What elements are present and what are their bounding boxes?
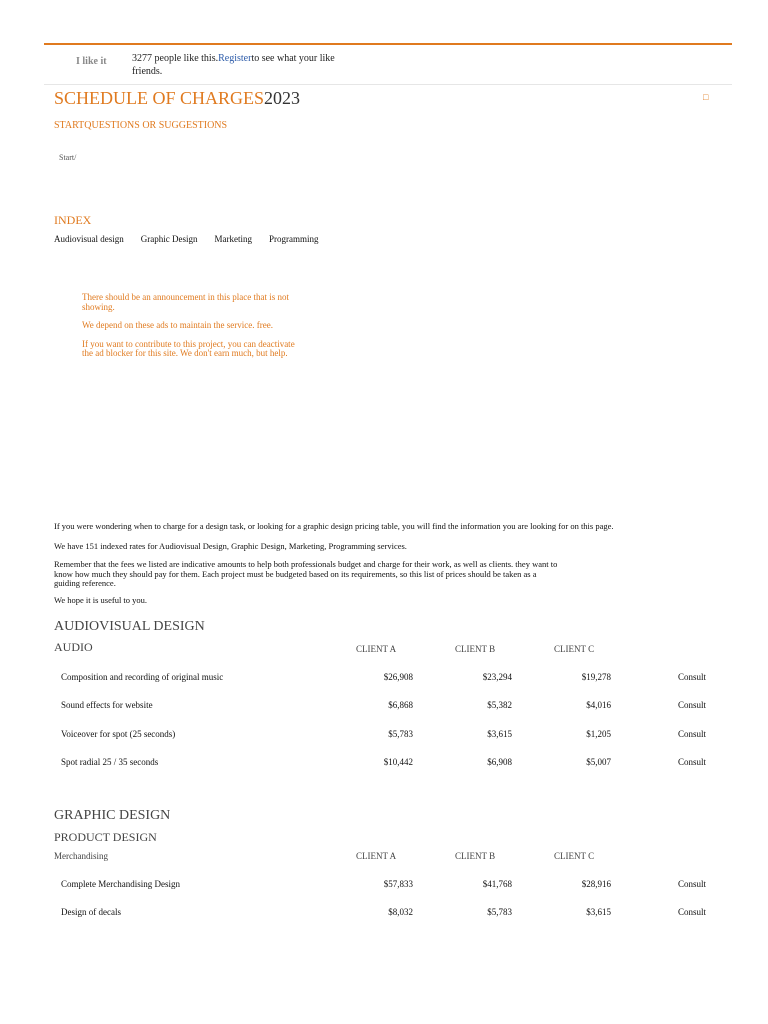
section-audiovisual-title: AUDIOVISUAL DESIGN bbox=[54, 619, 205, 634]
row-price-b: $5,382 bbox=[487, 700, 512, 710]
top-nav bbox=[54, 120, 227, 131]
breadcrumb[interactable]: Start/ bbox=[59, 153, 77, 162]
col-client-b: CLIENT B bbox=[455, 851, 496, 861]
consult-link[interactable]: Consult bbox=[678, 672, 707, 682]
row-price-a: $10,442 bbox=[383, 757, 413, 767]
row-service: Composition and recording of original music bbox=[61, 672, 224, 682]
row-price-a: $57,833 bbox=[383, 879, 413, 889]
consult-link[interactable]: Consult bbox=[678, 757, 707, 767]
row-price-a: $6,868 bbox=[388, 700, 413, 710]
index-links bbox=[54, 234, 318, 244]
table-row bbox=[54, 879, 724, 895]
section-product-subtitle: PRODUCT DESIGN bbox=[54, 830, 157, 844]
row-price-a: $5,783 bbox=[388, 729, 413, 739]
section-merch-subtitle: Merchandising bbox=[54, 851, 108, 861]
intro-p4: We hope it is useful to you. bbox=[54, 595, 148, 605]
top-accent-bar bbox=[44, 43, 732, 45]
table-row bbox=[54, 907, 724, 923]
consult-link[interactable]: Consult bbox=[678, 907, 707, 917]
row-price-c: $19,278 bbox=[581, 672, 611, 682]
row-price-c: $1,205 bbox=[586, 729, 611, 739]
row-price-a: $26,908 bbox=[383, 672, 413, 682]
row-price-b: $5,783 bbox=[487, 907, 512, 917]
row-service: Design of decals bbox=[61, 907, 121, 917]
register-link[interactable]: Register bbox=[218, 53, 252, 64]
row-price-c: $5,007 bbox=[586, 757, 611, 767]
table-row bbox=[54, 672, 724, 688]
col-client-c: CLIENT C bbox=[554, 851, 595, 861]
row-service: Sound effects for website bbox=[61, 700, 153, 710]
like-button[interactable]: I like it bbox=[76, 56, 107, 67]
row-price-c: $4,016 bbox=[586, 700, 611, 710]
row-price-c: $28,916 bbox=[581, 879, 611, 889]
nav-start[interactable]: START bbox=[54, 120, 85, 131]
section-audio-subtitle: AUDIO bbox=[54, 640, 93, 654]
nav-questions[interactable]: QUESTIONS OR SUGGESTIONS bbox=[84, 120, 228, 131]
row-service: Spot radial 25 / 35 seconds bbox=[61, 757, 159, 767]
notice-p1: There should be an announcement in this place that is not showing. bbox=[82, 292, 289, 312]
col-client-b: CLIENT B bbox=[455, 644, 496, 654]
like-text bbox=[132, 52, 352, 78]
col-client-a: CLIENT A bbox=[356, 851, 397, 861]
notice-p3: If you want to contribute to this project, you can deactivate the ad blocker for this site. We don't earn much, but help. bbox=[82, 338, 295, 358]
intro-p1: If you were wondering when to charge for a design task, or looking for a graphic design pricing table, you will find the information you are looking for on this page. bbox=[54, 521, 614, 531]
index-link-graphic[interactable]: Graphic Design bbox=[140, 234, 198, 244]
like-count: 3277 people like this. bbox=[132, 53, 219, 64]
row-price-c: $3,615 bbox=[586, 907, 611, 917]
section-graphic-title: GRAPHIC DESIGN bbox=[54, 808, 171, 823]
index-link-audiovisual[interactable]: Audiovisual design bbox=[54, 234, 124, 244]
row-price-b: $3,615 bbox=[487, 729, 512, 739]
row-service: Voiceover for spot (25 seconds) bbox=[61, 729, 176, 739]
ad-notice bbox=[82, 293, 307, 368]
intro-p2: We have 151 indexed rates for Audiovisual Design, Graphic Design, Marketing, Programming services. bbox=[54, 541, 407, 551]
page-title-year: 2023 bbox=[264, 88, 301, 108]
consult-link[interactable]: Consult bbox=[678, 729, 707, 739]
index-title: INDEX bbox=[54, 213, 92, 227]
table-row bbox=[54, 729, 724, 745]
col-client-c: CLIENT C bbox=[554, 644, 595, 654]
index-link-programming[interactable]: Programming bbox=[268, 234, 319, 244]
row-price-b: $41,768 bbox=[482, 879, 512, 889]
row-service: Complete Merchandising Design bbox=[61, 879, 180, 889]
page-title bbox=[54, 88, 300, 109]
consult-link[interactable]: Consult bbox=[678, 700, 707, 710]
index-link-marketing[interactable]: Marketing bbox=[214, 234, 252, 244]
like-widget bbox=[44, 46, 732, 85]
table-row bbox=[54, 700, 724, 716]
col-client-a: CLIENT A bbox=[356, 644, 397, 654]
intro-p3: Remember that the fees we listed are indicative amounts to help both professionals budget and charge for their work, as well as clients. they want to know how much they should pay for them. Each project must be budgeted based on its requirements, so this list of prices should be taken as a guiding reference. bbox=[54, 559, 558, 588]
menu-icon[interactable]: □ bbox=[703, 92, 709, 102]
like-after-text: to see what your like friends. bbox=[132, 53, 335, 77]
consult-link[interactable]: Consult bbox=[678, 879, 707, 889]
notice-p2: We depend on these ads to maintain the service. free. bbox=[82, 320, 273, 330]
page-title-text: SCHEDULE OF CHARGES bbox=[54, 88, 265, 108]
table-row bbox=[54, 757, 724, 773]
row-price-b: $6,908 bbox=[487, 757, 512, 767]
row-price-a: $8,032 bbox=[388, 907, 413, 917]
row-price-b: $23,294 bbox=[482, 672, 512, 682]
